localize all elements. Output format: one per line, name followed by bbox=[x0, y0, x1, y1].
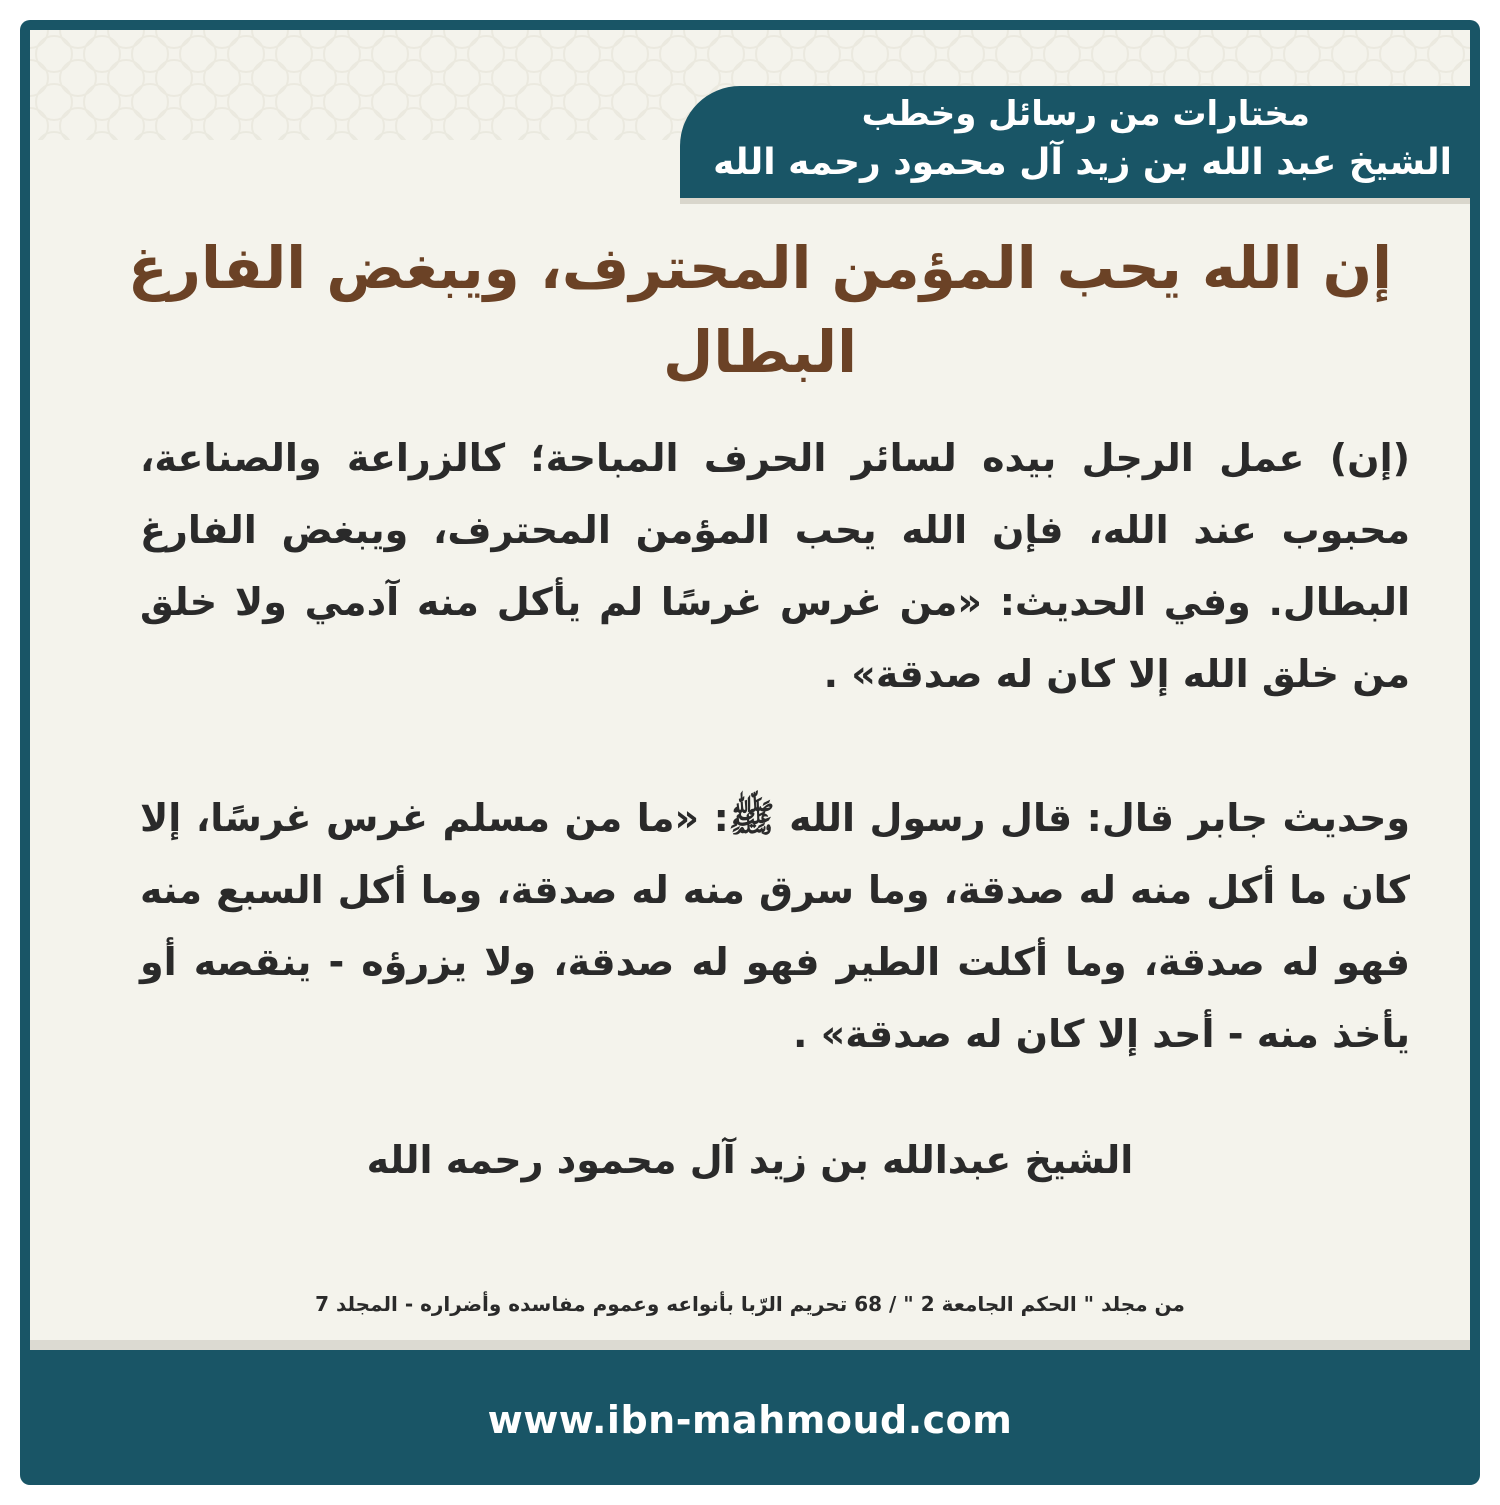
author-signature: الشيخ عبدالله بن زيد آل محمود رحمه الله bbox=[366, 1138, 1134, 1182]
paragraph-1: (إن) عمل الرجل بيده لسائر الحرف المباحة؛ كالزراعة والصناعة، محبوب عند الله، فإن الله يحب المؤمن المحترف، ويبغض الفارغ البطال. وفي الحديث: «من غرس غرسًا لم يأكل منه آدمي ولا خلق من خلق الله إلا كان له صدقة» . bbox=[140, 436, 1410, 696]
panel-bottom-strip bbox=[30, 1340, 1470, 1350]
content-panel bbox=[30, 30, 1470, 1350]
source-citation: من مجلد " الحكم الجامعة 2 " / 68 تحريم الرّبا بأنواعه وعموم مفاسده وأضراره - المجلد 7 bbox=[315, 1292, 1185, 1316]
page-title: إن الله يحب المؤمن المحترف، ويبغض الفارغ البطال bbox=[127, 234, 1393, 386]
paragraph-2: وحديث جابر قال: قال رسول الله ﷺ: «ما من مسلم غرس غرسًا، إلا كان ما أكل منه له صدقة، وما سرق منه له صدقة، وما أكل السبع منه فهو له صدقة، وما أكلت الطير فهو له صدقة، ولا يزرؤه - ينقصه أو يأخذ منه - أحد إلا كان له صدقة» . bbox=[140, 796, 1410, 1056]
website-link[interactable]: www.ibn-mahmoud.com bbox=[487, 1398, 1013, 1442]
header-banner bbox=[680, 86, 1470, 198]
header-author-name: الشيخ عبد الله بن زيد آل محمود رحمه الله bbox=[713, 142, 1452, 183]
card-frame bbox=[20, 20, 1480, 1485]
header-series-title: مختارات من رسائل وخطب bbox=[861, 94, 1310, 134]
